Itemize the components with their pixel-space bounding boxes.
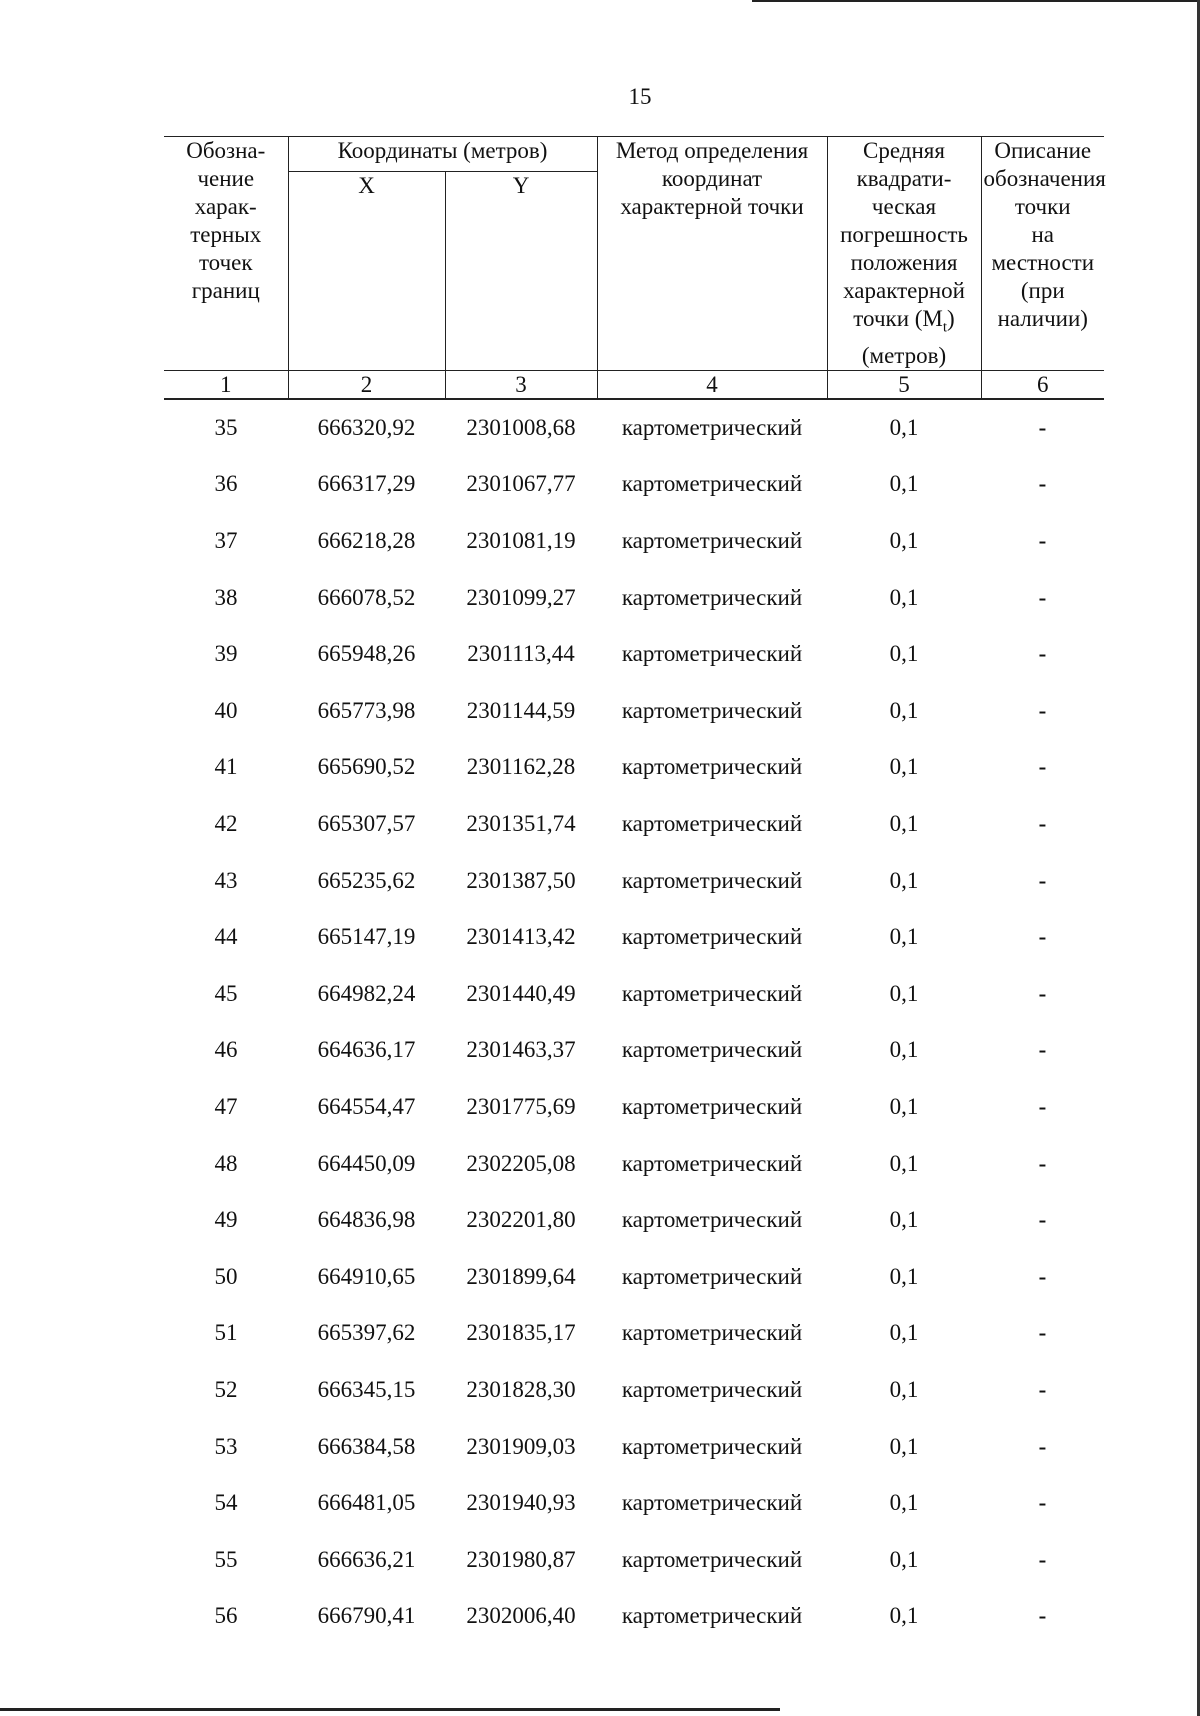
x-coordinate-cell: 664910,65 — [317, 1263, 416, 1289]
y-coordinate-cell: 2301144,59 — [466, 697, 576, 723]
y-coordinate-cell: 2301940,93 — [466, 1490, 576, 1516]
x-coordinate-cell: 666481,05 — [317, 1490, 416, 1516]
x-coordinate-cell: 666790,41 — [317, 1603, 416, 1629]
description-cell: - — [1038, 528, 1047, 554]
error-cell: 0,1 — [889, 471, 919, 497]
column-number: 4 — [597, 370, 827, 399]
point-cell: 40 — [214, 697, 238, 723]
x-coordinate-cell: 665147,19 — [317, 924, 416, 950]
description-cell: - — [1038, 1320, 1047, 1346]
x-coordinate-cell: 664636,17 — [317, 1037, 416, 1063]
method-cell: картометрический — [621, 1150, 803, 1176]
error-cell: 0,1 — [889, 1207, 919, 1233]
table-row — [164, 966, 1104, 1023]
x-coordinate-cell: 665307,57 — [317, 811, 416, 837]
method-cell: картометрический — [621, 1490, 803, 1516]
header-coordinates-group: Координаты (метров) — [288, 137, 597, 172]
y-coordinate-cell: 2302205,08 — [466, 1150, 576, 1176]
point-cell: 35 — [214, 414, 238, 440]
table-row — [164, 1079, 1104, 1136]
x-coordinate-cell: 664554,47 — [317, 1094, 416, 1120]
x-coordinate-cell: 666636,21 — [317, 1546, 416, 1572]
point-cell: 44 — [214, 924, 238, 950]
x-coordinate-cell: 665397,62 — [317, 1320, 416, 1346]
y-coordinate-cell: 2301980,87 — [466, 1546, 576, 1572]
table-row — [164, 852, 1104, 909]
y-coordinate-cell: 2301775,69 — [466, 1094, 576, 1120]
y-coordinate-cell: 2302006,40 — [466, 1603, 576, 1629]
point-cell: 55 — [214, 1546, 238, 1572]
error-cell: 0,1 — [889, 641, 919, 667]
table-row — [164, 399, 1104, 457]
table-row — [164, 1475, 1104, 1532]
method-cell: картометрический — [621, 1037, 803, 1063]
table-row — [164, 1305, 1104, 1362]
error-cell: 0,1 — [889, 528, 919, 554]
point-cell: 54 — [214, 1490, 238, 1516]
description-cell: - — [1038, 1094, 1047, 1120]
description-cell: - — [1038, 1433, 1047, 1459]
method-cell: картометрический — [621, 754, 803, 780]
method-cell: картометрический — [621, 528, 803, 554]
method-cell: картометрический — [621, 924, 803, 950]
x-coordinate-cell: 665948,26 — [317, 641, 416, 667]
table-row — [164, 456, 1104, 513]
point-cell: 39 — [214, 641, 238, 667]
column-number: 6 — [981, 370, 1104, 399]
point-cell: 48 — [214, 1150, 238, 1176]
point-cell: 56 — [214, 1603, 238, 1629]
x-coordinate-cell: 665235,62 — [317, 867, 416, 893]
error-cell: 0,1 — [889, 1376, 919, 1402]
method-cell: картометрический — [621, 980, 803, 1006]
column-number: 3 — [445, 370, 597, 399]
description-cell: - — [1038, 1376, 1047, 1402]
table-row — [164, 1135, 1104, 1192]
x-coordinate-cell: 664836,98 — [317, 1207, 416, 1233]
point-cell: 36 — [214, 471, 238, 497]
error-cell: 0,1 — [889, 1433, 919, 1459]
error-cell: 0,1 — [889, 811, 919, 837]
column-number: 1 — [164, 370, 288, 399]
table-row — [164, 1588, 1104, 1645]
description-cell: - — [1038, 811, 1047, 837]
y-coordinate-cell: 2301113,44 — [467, 641, 575, 667]
description-cell: - — [1038, 697, 1047, 723]
method-cell: картометрический — [621, 1207, 803, 1233]
point-cell: 52 — [214, 1376, 238, 1402]
error-cell: 0,1 — [889, 867, 919, 893]
method-cell: картометрический — [621, 641, 803, 667]
point-cell: 53 — [214, 1433, 238, 1459]
table-row — [164, 513, 1104, 570]
error-cell: 0,1 — [889, 1150, 919, 1176]
header-method — [597, 137, 827, 371]
y-coordinate-cell: 2301463,37 — [466, 1037, 576, 1063]
header-col4-text: Метод определения координат характерной точки — [615, 138, 809, 219]
x-coordinate-cell: 664982,24 — [317, 980, 416, 1006]
table-row — [164, 1192, 1104, 1249]
error-cell: 0,1 — [889, 1546, 919, 1572]
table-row — [164, 683, 1104, 740]
y-coordinate-cell: 2301351,74 — [466, 811, 576, 837]
table-row — [164, 1531, 1104, 1588]
table-row — [164, 1249, 1104, 1306]
method-cell: картометрический — [621, 811, 803, 837]
point-cell: 46 — [214, 1037, 238, 1063]
description-cell: - — [1038, 1037, 1047, 1063]
scan-edge-bottom — [0, 1708, 780, 1711]
y-coordinate-cell: 2301387,50 — [466, 867, 576, 893]
method-cell: картометрический — [621, 1376, 803, 1402]
point-cell: 38 — [214, 584, 238, 610]
table-row — [164, 1362, 1104, 1419]
scan-edge-top — [752, 0, 1200, 2]
method-cell: картометрический — [621, 584, 803, 610]
description-cell: - — [1038, 641, 1047, 667]
coordinates-table — [164, 136, 1104, 1645]
description-cell: - — [1038, 471, 1047, 497]
error-cell: 0,1 — [889, 1094, 919, 1120]
description-cell: - — [1038, 1150, 1047, 1176]
table-row — [164, 909, 1104, 966]
x-coordinate-cell: 666078,52 — [317, 584, 416, 610]
description-cell: - — [1038, 754, 1047, 780]
error-cell: 0,1 — [889, 414, 919, 440]
method-cell: картометрический — [621, 697, 803, 723]
table-row — [164, 626, 1104, 683]
description-cell: - — [1038, 1546, 1047, 1572]
column-number: 5 — [827, 370, 981, 399]
y-coordinate-cell: 2301828,30 — [466, 1376, 576, 1402]
table-row — [164, 739, 1104, 796]
header-x: X — [288, 171, 445, 370]
y-coordinate-cell: 2301162,28 — [466, 754, 576, 780]
error-cell: 0,1 — [889, 754, 919, 780]
point-cell: 42 — [214, 811, 238, 837]
y-coordinate-cell: 2301899,64 — [466, 1263, 576, 1289]
y-coordinate-cell: 2301008,68 — [466, 414, 576, 440]
y-coordinate-cell: 2301413,42 — [466, 924, 576, 950]
header-description — [981, 137, 1104, 371]
method-cell: картометрический — [621, 414, 803, 440]
point-cell: 37 — [214, 528, 238, 554]
y-coordinate-cell: 2302201,80 — [466, 1207, 576, 1233]
description-cell: - — [1038, 980, 1047, 1006]
method-cell: картометрический — [621, 1094, 803, 1120]
point-cell: 51 — [214, 1320, 238, 1346]
x-coordinate-cell: 665690,52 — [317, 754, 416, 780]
method-cell: картометрический — [621, 1546, 803, 1572]
error-cell: 0,1 — [889, 924, 919, 950]
y-coordinate-cell: 2301909,03 — [466, 1433, 576, 1459]
header-col6-text: Описание обозначения точки на местности (при наличии) — [983, 138, 1106, 331]
column-number-row — [164, 370, 1104, 399]
x-coordinate-cell: 666345,15 — [317, 1376, 416, 1402]
description-cell: - — [1038, 414, 1047, 440]
method-cell: картометрический — [621, 471, 803, 497]
y-coordinate-cell: 2301067,77 — [466, 471, 576, 497]
x-coordinate-cell: 666317,29 — [317, 471, 416, 497]
x-coordinate-cell: 666320,92 — [317, 414, 416, 440]
method-cell: картометрический — [621, 867, 803, 893]
page-number: 15 — [628, 84, 652, 109]
point-cell: 41 — [214, 754, 238, 780]
error-cell: 0,1 — [889, 1320, 919, 1346]
error-cell: 0,1 — [889, 1263, 919, 1289]
header-col1-text: Обозна- чение харак- терных точек границ — [186, 138, 266, 303]
table-row — [164, 796, 1104, 853]
y-coordinate-cell: 2301081,19 — [466, 528, 576, 554]
y-coordinate-cell: 2301440,49 — [466, 980, 576, 1006]
table-row — [164, 1022, 1104, 1079]
x-coordinate-cell: 666218,28 — [317, 528, 416, 554]
x-coordinate-cell: 666384,58 — [317, 1433, 416, 1459]
y-coordinate-cell: 2301835,17 — [466, 1320, 576, 1346]
error-cell: 0,1 — [889, 1603, 919, 1629]
x-coordinate-cell: 664450,09 — [317, 1150, 416, 1176]
description-cell: - — [1038, 924, 1047, 950]
point-cell: 50 — [214, 1263, 238, 1289]
header-col5-text: Средняя квадрати- ческая погрешность положения характерной точки $(M_t)$ (метров) — [840, 138, 968, 368]
description-cell: - — [1038, 867, 1047, 893]
method-cell: картометрический — [621, 1320, 803, 1346]
error-cell: 0,1 — [889, 1037, 919, 1063]
x-coordinate-cell: 665773,98 — [317, 697, 416, 723]
method-cell: картометрический — [621, 1433, 803, 1459]
header-point-designation — [164, 137, 288, 371]
error-cell: 0,1 — [889, 980, 919, 1006]
table-row — [164, 569, 1104, 626]
table-row — [164, 1418, 1104, 1475]
error-cell: 0,1 — [889, 584, 919, 610]
method-cell: картометрический — [621, 1603, 803, 1629]
description-cell: - — [1038, 1603, 1047, 1629]
error-cell: 0,1 — [889, 697, 919, 723]
header-y: Y — [445, 171, 597, 370]
description-cell: - — [1038, 1490, 1047, 1516]
point-cell: 45 — [214, 980, 238, 1006]
point-cell: 47 — [214, 1094, 238, 1120]
description-cell: - — [1038, 1207, 1047, 1233]
table-body — [164, 399, 1104, 1645]
error-cell: 0,1 — [889, 1490, 919, 1516]
point-cell: 49 — [214, 1207, 238, 1233]
point-cell: 43 — [214, 867, 238, 893]
header-mean-square-error — [827, 137, 981, 371]
y-coordinate-cell: 2301099,27 — [466, 584, 576, 610]
description-cell: - — [1038, 1263, 1047, 1289]
method-cell: картометрический — [621, 1263, 803, 1289]
description-cell: - — [1038, 584, 1047, 610]
column-number: 2 — [288, 370, 445, 399]
